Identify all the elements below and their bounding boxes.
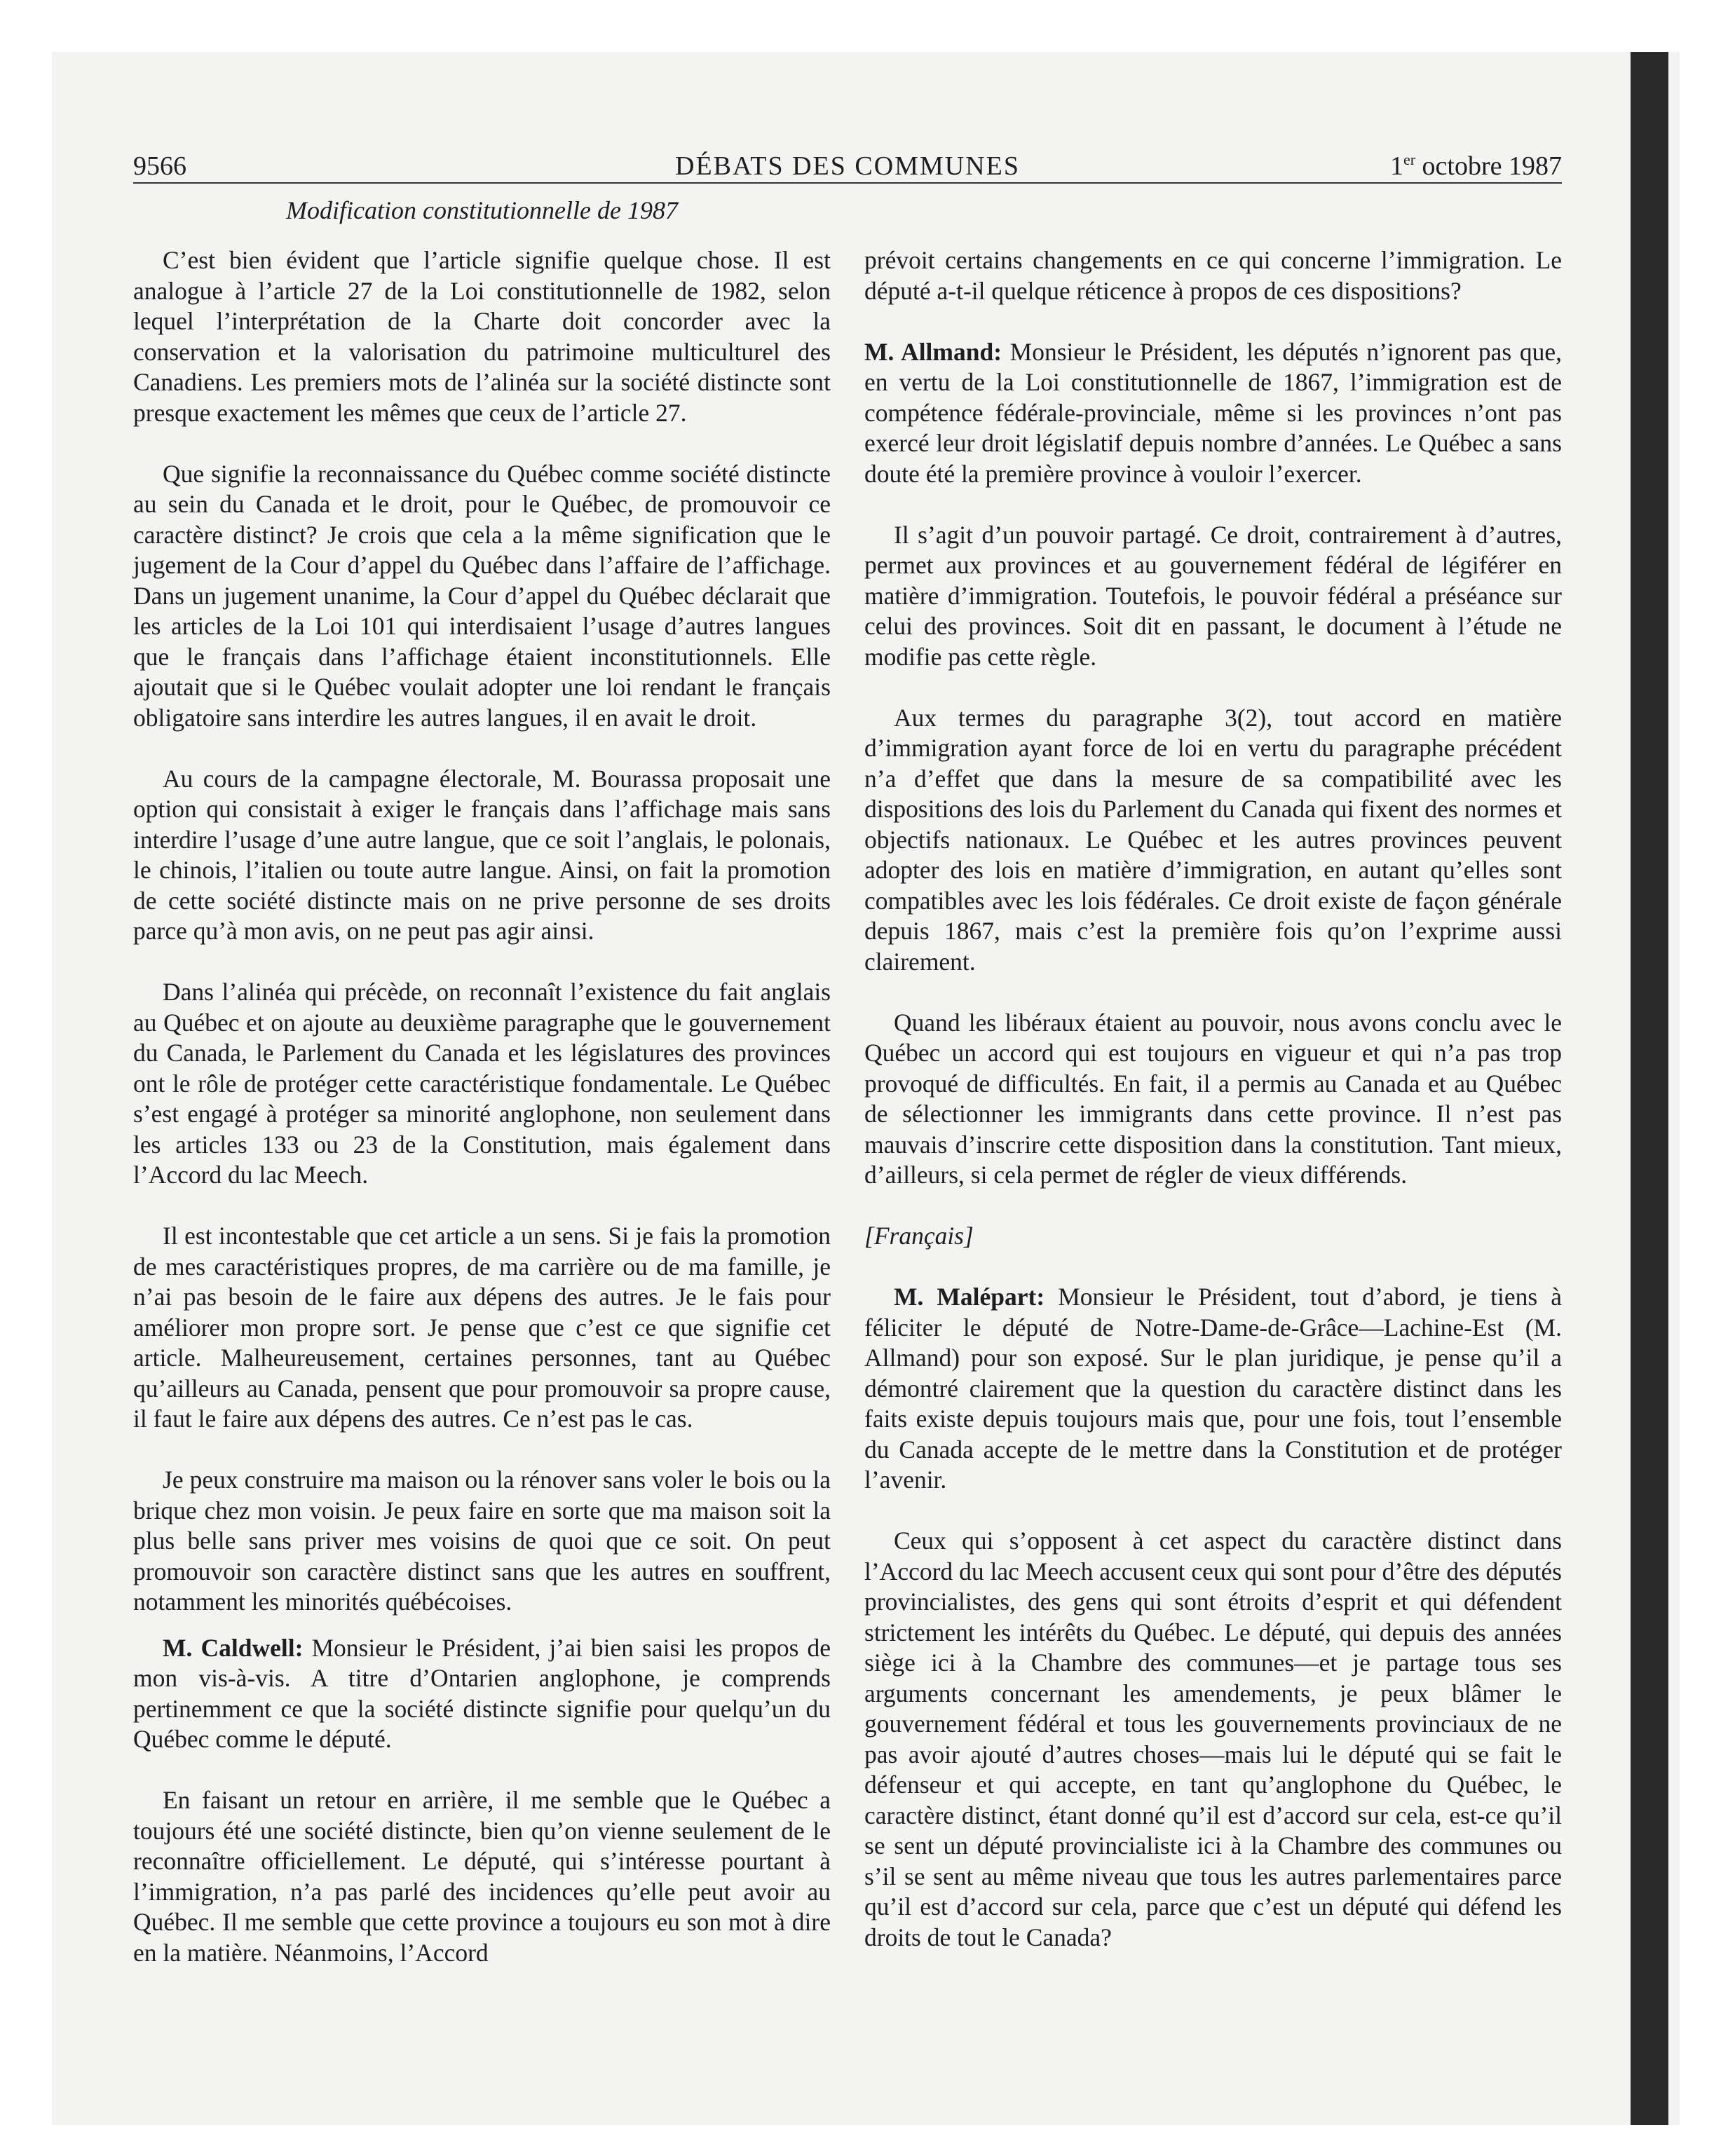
speech-text: Monsieur le Président, j’ai bien saisi les propos de mon vis-à-vis. A titre d’Ontarien anglophone, je comprends pertinemment ce que la société distincte signifie pour quelqu’un du Québec comme le député. <box>133 1633 831 1753</box>
paragraph: Il est incontestable que cet article a un sens. Si je fais la promotion de mes caractéristiques propres, de ma carrière ou de ma famille, je n’ai pas besoin de le faire aux dépens des autres. Je le fais pour améliorer mon propre sort. Je pense que c’est ce que signifie cet article. Malheureusement, certaines personnes, tant au Québec qu’ailleurs au Canada, pensent que pour promouvoir sa propre cause, il faut le faire aux dépens des autres. Ce n’est pas le cas. <box>133 1222 831 1433</box>
paragraph: En faisant un retour en arrière, il me semble que le Québec a toujours été une société distincte, bien qu’on vienne seulement de le reconnaître officiellement. Le député, qui s’intéresse pourtant à l’immigration, n’a pas parlé des incidences qu’elle peut avoir au Québec. Il me semble que cette province a toujours eu son mot à dire en la matière. Néanmoins, l’Accord <box>133 1786 831 1967</box>
speech-paragraph <box>864 1282 1562 1496</box>
speaker-name: M. Caldwell: <box>163 1633 304 1662</box>
page-date <box>1390 152 1562 179</box>
language-note: [Français] <box>864 1222 974 1250</box>
date-day: 1 <box>1389 151 1403 181</box>
journal-title: DÉBATS DES COMMUNES <box>675 151 1020 181</box>
speaker-name: M. Allmand: <box>864 337 1002 366</box>
speech-text: Monsieur le Président, tout d’abord, je tiens à féliciter le député de Notre-Dame-de-Grâce—Lachine-Est (M. Allmand) pour son exposé. Sur le plan juridique, je pense qu’il a démontré clairement que la question du caractère distinct dans les faits existe depuis toujours mais que, pour une fois, tout l’ensemble du Canada accepte de le mettre dans la Constitution et de protéger l’avenir. <box>864 1283 1562 1494</box>
left-column <box>133 245 831 1999</box>
date-superscript: er <box>1403 151 1416 168</box>
date-rest: octobre 1987 <box>1415 151 1562 181</box>
paragraph: Il s’agit d’un pouvoir partagé. Ce droit, contrairement à d’autres, permet aux provinces et au gouvernement fédéral de légiférer en matière d’immigration. Toutefois, le pouvoir fédéral a préséance sur celui des provinces. Soit dit en passant, le document à l’étude ne modifie pas cette règle. <box>864 520 1562 671</box>
paragraph: Aux termes du paragraphe 3(2), tout accord en matière d’immigration ayant force de loi en vertu du paragraphe précédent n’a d’effet que dans la mesure de sa compatibilité avec les dispositions des lois du Parlement du Canada qui fixent des normes et objectifs nationaux. Le Québec et les autres provinces peuvent adopter des lois en matière d’immigration, en autant qu’elles sont compatibles avec les lois fédérales. Ce droit existe de façon générale depuis 1867, mais c’est la première fois qu’on l’exprime aussi clairement. <box>864 703 1562 976</box>
subject-heading: Modification constitutionnelle de 1987 <box>286 196 678 224</box>
paragraph: Quand les libéraux étaient au pouvoir, nous avons conclu avec le Québec un accord qui est toujours en vigueur et qui n’a pas trop provoqué de difficultés. En fait, il a permis au Canada et au Québec de sélectionner les immigrants dans cette province. Il n’est pas mauvais d’inscrire cette disposition dans la constitution. Tant mieux, d’ailleurs, si cela permet de régler de vieux différends. <box>864 1008 1562 1189</box>
paragraph: C’est bien évident que l’article signifie quelque chose. Il est analogue à l’article 27 de la Loi constitutionnelle de 1982, selon lequel l’interprétation de la Charte doit concorder avec la conservation et la valorisation du patrimoine multiculturel des Canadiens. Les premiers mots de l’alinéa sur la société distincte sont presque exactement les mêmes que ceux de l’article 27. <box>133 246 831 427</box>
running-header <box>133 147 1562 184</box>
speech-text: Monsieur le Président, les députés n’ignorent pas que, en vertu de la Loi constitutionnelle de 1867, l’immigration est de compétence fédérale-provinciale, même si les provinces n’ont pas exercé leur droit législatif depuis nombre d’années. Le Québec a sans doute été la première province à vouloir l’exercer. <box>864 337 1562 488</box>
paragraph: Au cours de la campagne électorale, M. Bourassa proposait une option qui consistait à exiger le français dans l’affichage mais sans interdire l’usage d’une autre langue, que ce soit l’anglais, le polonais, le chinois, l’italien ou toute autre langue. Ainsi, on fait la promotion de cette société distincte mais on ne prive personne de ses droits parce qu’à mon avis, on ne peut pas agir ainsi. <box>133 764 831 945</box>
speech-paragraph <box>864 337 1562 490</box>
paragraph: Dans l’alinéa qui précède, on reconnaît l’existence du fait anglais au Québec et on ajoute au deuxième paragraphe que le gouvernement du Canada, le Parlement du Canada et les législatures des provinces ont le rôle de protéger cette caractéristique fondamentale. Le Québec s’est engagé à protéger sa minorité anglophone, non seulement dans les articles 133 ou 23 de la Constitution, mais également dans l’Accord du lac Meech. <box>133 978 831 1189</box>
paragraph: Je peux construire ma maison ou la rénover sans voler le bois ou la brique chez mon voisin. Je peux faire en sorte que ma maison soit la plus belle sans priver mes voisins de quoi que ce soit. On peut promouvoir son caractère distinct sans que les autres en souffrent, notamment les minorités québécoises. <box>133 1466 831 1616</box>
paragraph-continued: prévoit certains changements en ce qui concerne l’immigration. Le député a-t-il quelque réticence à propos de ces dispositions? <box>864 246 1562 305</box>
right-column <box>864 245 1562 1984</box>
page-number: 9566 <box>133 151 186 181</box>
speech-paragraph <box>133 1633 831 1755</box>
speaker-name: M. Malépart: <box>894 1283 1045 1311</box>
paragraph: Ceux qui s’opposent à cet aspect du caractère distinct dans l’Accord du lac Meech accusent ceux qui sont pour d’être des députés provincialistes, des gens qui sont étroits d’esprit et qui défendent strictement les intérêts du Québec. Le député, qui depuis des années siège ici à la Chambre des communes—et je partage tous ses arguments concernant les amendements, je peux blâmer le gouvernement fédéral et tous les gouvernements provinciaux de ne pas avoir ajouté d’autres choses—mais lui le député qui se fait le défenseur et qui accepte, en tant qu’anglophone du Québec, le caractère distinct, étant donné qu’il est d’accord sur cela, est-ce qu’il se sent un député provincialiste ici à la Chambre des communes ou s’il se sent au même niveau que tous les autres parlementaires parce qu’il est d’accord sur cela, parce que c’est un député qui défend les droits de tout le Canada? <box>864 1527 1562 1951</box>
paragraph: Que signifie la reconnaissance du Québec comme société distincte au sein du Canada et le droit, pour le Québec, de promouvoir ce caractère distinct? Je crois que cela a la même signification que le jugement de la Cour d’appel du Québec dans l’affaire de l’affichage. Dans un jugement unanime, la Cour d’appel du Québec déclarait que les articles de la Loi 101 qui interdisaient l’usage d’autres langues que le français dans l’affichage étaient inconstitutionnels. Elle ajoutait que si le Québec voulait adopter une loi rendant le français obligatoire sans interdire les autres langues, il en avait le droit. <box>133 459 831 732</box>
page-binding-edge <box>1631 52 1668 2125</box>
